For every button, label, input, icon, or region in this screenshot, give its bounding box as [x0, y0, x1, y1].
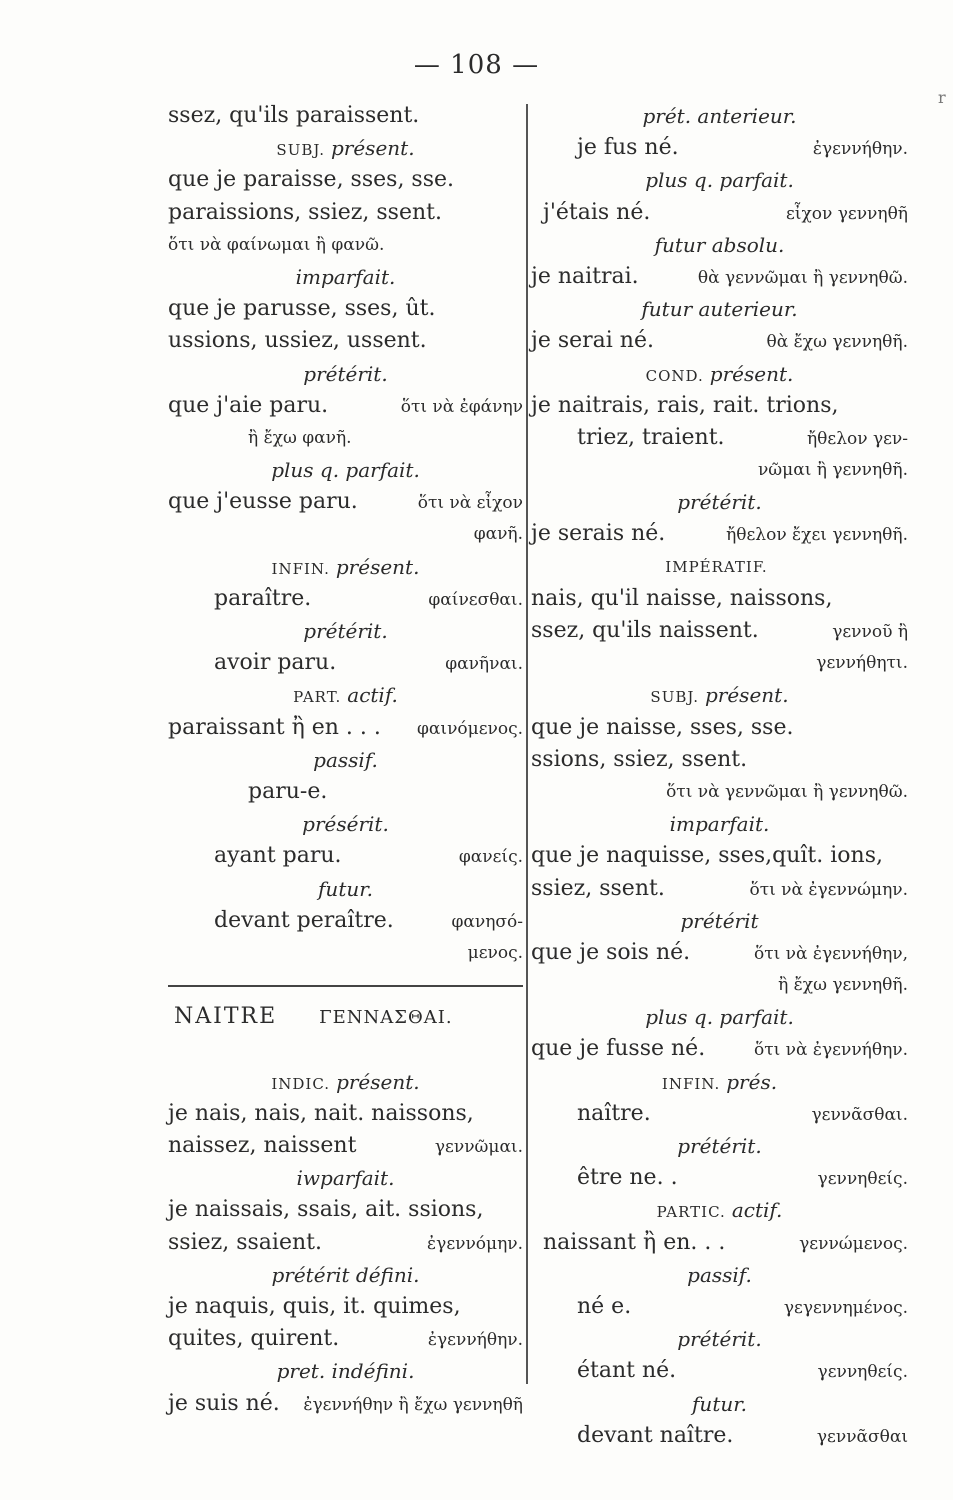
mood-label: INDIC. [271, 1074, 331, 1093]
greek-text: φανείς. [458, 847, 523, 868]
conjugation-line [168, 1323, 523, 1355]
greek-text: νῶμαι ἢ γεννηθῆ. [757, 460, 908, 481]
conjugation-line [531, 1291, 908, 1323]
greek-text: γεννοῦ ἢ [832, 622, 908, 642]
section-heading [168, 358, 523, 390]
text-line: ussions, ussiez, ussent. [168, 328, 427, 354]
mood-label: SUBJ. [650, 688, 699, 707]
greek-text: θὰ γεννῶμαι ἢ γεννηθῶ. [697, 267, 908, 288]
conjugation-line [168, 840, 523, 872]
greek-line [168, 422, 523, 454]
tense-label: prés. [726, 1069, 778, 1094]
tense-label: futur absolu. [654, 232, 785, 257]
section-heading [531, 551, 908, 583]
mood-label: IMPÉRATIF. [665, 557, 768, 576]
tense-label: actif. [347, 683, 398, 708]
greek-text: ἐγεννήθην. [812, 139, 908, 160]
greek-text: ἤθελον γεν- [806, 428, 908, 449]
tense-label: passif. [313, 747, 378, 772]
greek-text: ὅτι νὰ φαίνωμαι ἢ φανῶ. [168, 234, 385, 255]
section-heading [531, 808, 908, 840]
french-text: né e. [577, 1293, 632, 1319]
horizontal-rule [168, 969, 523, 1001]
right-column [531, 100, 908, 1448]
margin-mark: r [938, 88, 946, 107]
section-heading [531, 1388, 908, 1420]
french-text: devant peraître. [214, 907, 394, 933]
section-heading [531, 1066, 908, 1098]
text-line: je naitrais, rais, rait. trions, [531, 392, 839, 418]
french-text: ssiez, ssaient. [168, 1229, 322, 1255]
text-line: je naquis, quis, it. quimes, [168, 1293, 461, 1319]
text-line: je nais, nais, nait. naissons, [168, 1100, 474, 1126]
french-text: que je sois né. [531, 939, 691, 965]
mood-label: PART. [293, 688, 342, 707]
tense-label: présent. [709, 361, 794, 386]
tense-label: prétérit. [303, 361, 388, 386]
tense-label: présent. [336, 1069, 420, 1094]
tense-label: prétérit. [677, 490, 762, 515]
mood-label: INFIN. [661, 1074, 721, 1093]
french-text: avoir paru. [214, 650, 337, 676]
greek-text: ὅτι νὰ ἐγεννώμην. [749, 879, 908, 900]
section-heading [168, 1066, 523, 1098]
text-line: que je parusse, sses, ût. [168, 296, 436, 322]
greek-text: γεννᾶσθαι. [811, 1104, 908, 1125]
conjugation-line [531, 615, 908, 647]
section-heading [168, 873, 523, 905]
conjugation-line [531, 937, 908, 969]
tense-label: prétérit. [677, 1327, 762, 1352]
section-heading [531, 164, 908, 196]
section-heading [168, 261, 523, 293]
greek-text: μενος. [467, 942, 523, 963]
french-text: que j'eusse paru. [168, 489, 358, 515]
mood-label: PARTIC. [656, 1203, 726, 1222]
french-text: naissez, naissent [168, 1133, 357, 1158]
greek-text: γεγεννημένος. [783, 1297, 908, 1318]
conjugation-line [531, 1420, 908, 1452]
french-text: ayant paru. [214, 843, 342, 869]
tense-label: prétérit [680, 908, 759, 933]
tense-label: actif. [731, 1198, 783, 1223]
greek-text: ἢ ἔχω γεννηθῆ. [778, 975, 908, 996]
conjugation-line [531, 422, 908, 454]
french-text: je suis né. [168, 1390, 280, 1416]
conjugation-line [531, 1162, 908, 1194]
section-heading [531, 905, 908, 937]
greek-text: ὅτι νὰ γεννῶμαι ἢ γεννηθῶ. [666, 781, 908, 802]
greek-line [531, 969, 908, 1001]
section-heading [531, 1259, 908, 1291]
greek-text: ὅτι νὰ εἶχον [417, 493, 523, 514]
verb-title [168, 1001, 523, 1033]
tense-label: imparfait. [669, 812, 770, 837]
greek-line [531, 776, 908, 808]
mood-label: COND. [645, 366, 704, 385]
french-text: je naitrai. [531, 263, 639, 289]
greek-text: ἐγεννήθην ἢ ἔχω γεννηθῆ [303, 1394, 523, 1415]
text-line: nais, qu'il naisse, naissons, [531, 585, 833, 611]
greek-text: ὅτι νὰ ἐφάνην [400, 396, 523, 417]
section-heading [168, 551, 523, 583]
greek-text: φανῆναι. [445, 654, 523, 675]
french-text: devant naître. [577, 1422, 734, 1448]
greek-text: γεννηθείς. [817, 1169, 908, 1190]
verb-title-french: NAITRE [174, 1004, 278, 1030]
conjugation-line [168, 647, 523, 679]
text-line: je naissais, ssais, ait. ssions, [168, 1197, 484, 1223]
section-heading [531, 1001, 908, 1033]
conjugation-line [531, 1355, 908, 1387]
page-number: — 108 — [413, 50, 540, 80]
mood-label: INFIN. [271, 559, 330, 578]
column-divider [526, 104, 528, 1384]
text-line: ssions, ssiez, ssent. [531, 746, 748, 772]
tense-label: présent. [335, 554, 420, 579]
conjugation-line [531, 197, 908, 229]
greek-text: φανησό- [451, 911, 523, 932]
french-text: étant né. [577, 1358, 677, 1384]
greek-line [531, 454, 908, 486]
tense-label: prétérit. [677, 1134, 762, 1158]
text-line: ssez, qu'ils paraissent. [168, 103, 420, 128]
section-heading [531, 486, 908, 518]
tense-label: prét. anterieur. [642, 104, 797, 128]
section-heading [531, 1194, 908, 1226]
french-text: naître. [577, 1100, 651, 1126]
section-heading [168, 454, 523, 486]
greek-line [168, 229, 523, 261]
tense-label: présent. [704, 683, 789, 708]
greek-line [168, 937, 523, 969]
section-heading [531, 1323, 908, 1355]
greek-text: ἐγεννήθην. [427, 1330, 523, 1351]
french-text: quites, quirent. [168, 1326, 340, 1352]
section-heading [531, 358, 908, 390]
text-line: que je naisse, sses, sse. [531, 714, 794, 740]
tense-label: futur auterieur. [641, 297, 798, 322]
section-heading [531, 1130, 908, 1162]
section-heading [531, 293, 908, 325]
section-heading [168, 132, 523, 164]
tense-label: plus q. parfait. [271, 458, 420, 483]
greek-line [531, 647, 908, 679]
section-heading [168, 615, 523, 647]
tense-label: plus q. parfait. [645, 1005, 794, 1030]
tense-label: plus q. parfait. [645, 168, 794, 193]
conjugation-line [531, 261, 908, 293]
greek-text: γεννήθητι. [816, 653, 908, 674]
conjugation-line [168, 1227, 523, 1259]
tense-label: prétérit. [303, 619, 388, 643]
greek-text: φαίνεσθαι. [428, 589, 523, 610]
text-line: paru-e. [248, 778, 328, 804]
french-text: que j'aie paru. [168, 392, 329, 418]
greek-text: ἐγεννόμην. [427, 1233, 523, 1254]
french-text: ssiez, ssent. [531, 875, 665, 901]
section-heading [168, 808, 523, 840]
tense-label: iwparfait. [296, 1166, 395, 1191]
conjugation-line [168, 1130, 523, 1162]
text-line: que je paraisse, sses, sse. [168, 167, 455, 193]
section-heading [168, 679, 523, 711]
greek-text: γεννῶμαι. [434, 1137, 523, 1157]
tense-label: prétérit défini. [271, 1262, 420, 1287]
french-text: je serai né. [531, 328, 654, 354]
greek-text: γεννώμενος. [799, 1233, 908, 1254]
greek-text: ἤθελον ἔχει γεννηθῆ. [726, 525, 908, 546]
conjugation-line [168, 1388, 523, 1420]
french-text: j'étais né. [543, 199, 651, 225]
greek-text: γεννηθείς. [817, 1362, 908, 1383]
conjugation-line [531, 873, 908, 905]
tense-label: présérit. [302, 812, 389, 837]
greek-text: γεννᾶσθαι [816, 1426, 908, 1447]
tense-label: pret. indéfini. [276, 1359, 415, 1384]
greek-text: φανῆ. [473, 524, 523, 545]
section-heading [168, 1162, 523, 1194]
french-text: ssez, qu'ils naissent. [531, 618, 759, 643]
section-heading [531, 100, 908, 132]
french-text: être ne. . [577, 1165, 678, 1191]
french-text: naissant ἢ en. . . [543, 1229, 726, 1255]
text-line: que je naquisse, sses,quît. ions, [531, 843, 883, 869]
conjugation-line [531, 132, 908, 164]
conjugation-line [531, 1227, 908, 1259]
french-text: triez, traient. [577, 424, 725, 450]
tense-label: imparfait. [295, 264, 396, 289]
french-text: paraître. [214, 585, 312, 611]
left-column [168, 100, 523, 1416]
conjugation-line [168, 390, 523, 422]
section-heading [531, 679, 908, 711]
conjugation-line [531, 325, 908, 357]
conjugation-line [168, 712, 523, 744]
mood-label: SUBJ. [276, 141, 325, 160]
greek-text: θὰ ἔχω γεννηθῆ. [766, 332, 908, 353]
french-text: paraissant ἢ en . . . [168, 714, 381, 740]
french-text: que je fusse né. [531, 1036, 706, 1062]
section-heading [168, 744, 523, 776]
section-heading [168, 1355, 523, 1387]
french-text: je serais né. [531, 521, 666, 547]
greek-text: ὅτι νὰ ἐγεννήθην. [753, 1040, 908, 1061]
greek-text: ὅτι νὰ ἐγεννήθην, [753, 943, 908, 964]
greek-text: εἶχον γεννηθῆ [786, 203, 908, 224]
text-line: paraissions, ssiez, ssent. [168, 199, 442, 225]
conjugation-line [168, 583, 523, 615]
section-heading [168, 1259, 523, 1291]
blank-line [168, 1033, 523, 1065]
tense-label: futur. [318, 876, 373, 901]
conjugation-line [531, 1033, 908, 1065]
greek-line [168, 518, 523, 550]
tense-label: passif. [687, 1262, 752, 1287]
conjugation-line [531, 518, 908, 550]
greek-text: ἢ ἔχω φανῆ. [248, 427, 352, 448]
tense-label: présent. [330, 136, 415, 161]
french-text: je fus né. [577, 135, 679, 161]
conjugation-line [168, 905, 523, 937]
section-heading [531, 229, 908, 261]
greek-text: φαινόμενος. [417, 718, 523, 739]
conjugation-line [531, 1098, 908, 1130]
conjugation-line [168, 486, 523, 518]
verb-title-greek: ΓΕΝΝΑΣΘΑΙ. [319, 1007, 453, 1029]
tense-label: futur. [692, 1391, 747, 1416]
